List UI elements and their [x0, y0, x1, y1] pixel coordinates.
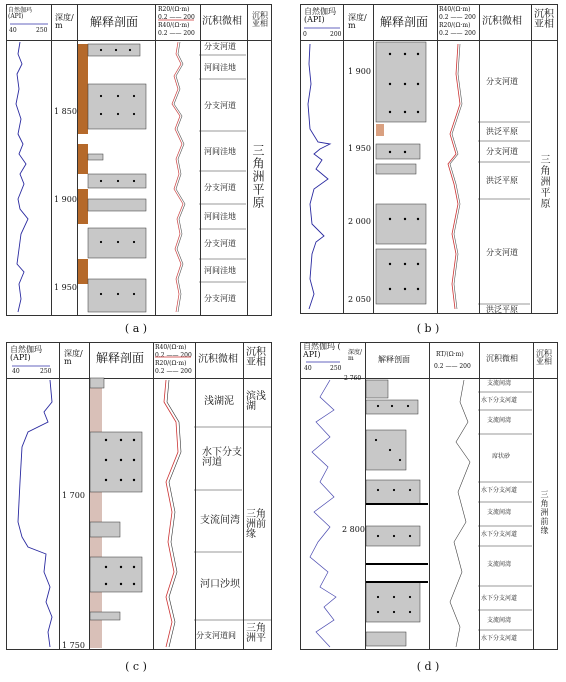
- res-title-1: R20/(Ω·m): [158, 6, 190, 13]
- subfacies-label: 三角 洲平: [246, 623, 266, 644]
- facies-label: 水下分支河道: [481, 397, 518, 404]
- facies-label: 洪泛平原: [486, 176, 518, 185]
- res-scale-1: 0.2 —— 200: [158, 14, 195, 21]
- depth-label: 1 900: [348, 67, 371, 76]
- res-title-1: RT/(Ω·m): [436, 351, 464, 358]
- facies-label: 河间洼地: [204, 266, 236, 275]
- facies-label: 洪泛平原: [486, 127, 518, 136]
- facies-label: 河口沙坝: [200, 579, 240, 590]
- gamma-title: 自然伽玛 (API): [304, 7, 336, 24]
- res-title-2: R20/(Ω·m): [439, 22, 471, 29]
- gamma-scale-min: 40: [9, 27, 17, 34]
- gamma-curve: [308, 44, 330, 309]
- gamma-curve: [310, 380, 336, 647]
- res-scale-1: 0.2 —— 200: [439, 14, 476, 21]
- depth-title: 深度/ m: [348, 13, 367, 30]
- section-title: 解释剖面: [96, 351, 145, 365]
- panel-a-caption: ( a ): [124, 322, 148, 335]
- section-title: 解释剖面: [380, 15, 429, 29]
- res-title-1: R40/(Ω·m): [155, 344, 187, 351]
- panel-c-logs: [6, 342, 272, 650]
- resistivity-curve-1: [164, 380, 178, 647]
- res-scale-1: 0.2 —— 200: [155, 352, 192, 359]
- facies-label: 分支河道: [204, 183, 236, 192]
- depth-label: 1 900: [54, 195, 77, 204]
- subfacies-title: 沉积 亚相: [536, 349, 552, 366]
- micro-title: 沉积微相: [198, 354, 238, 365]
- depth-label: 1 850: [54, 107, 77, 116]
- gamma-scale-min: 0: [303, 31, 307, 38]
- gamma-title: 自然伽玛 (API): [10, 345, 42, 362]
- depth-label: 2 800: [342, 525, 365, 534]
- facies-label: 支流间湾: [487, 380, 512, 387]
- facies-label: 支流间湾: [487, 617, 512, 624]
- facies-label: 水下分支河道: [481, 635, 518, 642]
- facies-label: 河间洼地: [204, 212, 236, 221]
- subfacies-title: 沉积 亚相: [246, 347, 266, 368]
- panel-b: [300, 4, 558, 314]
- depth-label: 1 950: [54, 283, 77, 292]
- facies-label: 水下分支河道: [481, 595, 518, 602]
- gamma-scale-max: 200: [330, 31, 342, 38]
- facies-label: 分支河道: [204, 101, 236, 110]
- micro-title: 沉积微相: [486, 354, 518, 363]
- panel-d: [300, 342, 558, 650]
- facies-label: 分支河道: [486, 248, 518, 257]
- resistivity-curve-1: [172, 42, 183, 312]
- section-title: 解释剖面: [90, 15, 139, 29]
- gamma-scale-min: 40: [304, 365, 312, 372]
- depth-label: 1 700: [62, 491, 85, 500]
- subfacies-label: 滨浅 湖: [246, 391, 266, 412]
- resistivity-curve-2: [167, 380, 181, 647]
- panel-b-logs: [300, 4, 558, 314]
- facies-label: 分支河道: [486, 77, 518, 86]
- facies-label: 分支河道: [204, 42, 236, 51]
- gamma-scale-min: 40: [12, 368, 20, 375]
- facies-label: 支流间湾: [487, 509, 512, 516]
- depth-label: 2 000: [348, 217, 371, 226]
- res-scale-2: 0.2 —— 200: [439, 30, 476, 37]
- section-title: 解释剖面: [378, 355, 410, 364]
- facies-label: 分支河道: [204, 239, 236, 248]
- panel-d-logs: [300, 342, 558, 650]
- depth-label: 1 950: [348, 144, 371, 153]
- gamma-curve: [18, 380, 52, 647]
- facies-label: 洪泛平原: [486, 305, 518, 314]
- facies-label: 席状砂: [492, 453, 511, 460]
- res-title-1: R40/(Ω·m): [439, 6, 471, 13]
- res-scale-2: 0.2 —— 200: [158, 30, 195, 37]
- depth-label: 1 750: [62, 641, 85, 650]
- micro-title: 沉积微相: [482, 16, 522, 27]
- gamma-title: 自然伽玛 (API): [8, 7, 33, 20]
- facies-label: 水下分支 河道: [202, 447, 242, 468]
- facies-label: 分支河道: [486, 147, 518, 156]
- facies-label: 支流间湾: [200, 515, 240, 526]
- facies-label: 水下分支河道: [481, 531, 518, 538]
- gamma-scale-max: 250: [36, 27, 48, 34]
- subfacies-label: 三角洲前缘: [540, 490, 549, 535]
- gamma-scale-max: 250: [330, 365, 342, 372]
- depth-title: 深度/ m: [55, 13, 74, 30]
- facies-label: 支流间湾: [487, 417, 512, 424]
- res-title-2: R20/(Ω·m): [155, 360, 187, 367]
- subfacies-label: 三角 洲前 缘: [246, 509, 266, 540]
- resistivity-curve: [450, 380, 470, 647]
- gamma-title: 自然伽玛 ( API): [303, 342, 341, 359]
- subfacies-title: 沉积 亚相: [252, 11, 268, 28]
- depth-label: 2 760: [344, 375, 362, 382]
- res-title-2: R40/(Ω·m): [158, 22, 190, 29]
- subfacies-label: 三角洲平原: [251, 144, 265, 209]
- depth-title: 深度/ m: [64, 349, 83, 366]
- res-scale-1: 0.2 —— 200: [434, 363, 471, 370]
- facies-label: 河间洼地: [204, 63, 236, 72]
- facies-label: 支流间湾: [487, 561, 512, 568]
- subfacies-label: 三角洲平原: [538, 154, 549, 209]
- facies-label: 水下分支河道: [481, 487, 518, 494]
- facies-label: 浅湖泥: [204, 396, 234, 407]
- panel-d-caption: ( d ): [416, 660, 440, 673]
- gamma-curve: [16, 42, 28, 312]
- depth-label: 2 050: [348, 295, 371, 304]
- depth-title: 深度/ m: [348, 349, 363, 362]
- gamma-scale-max: 250: [40, 368, 52, 375]
- subfacies-title: 沉积 亚相: [534, 9, 554, 30]
- res-scale-2: 0.2 —— 200: [155, 368, 192, 375]
- facies-label: 分支河道间: [196, 631, 236, 640]
- panel-a: [6, 4, 272, 316]
- facies-label: 分支河道: [204, 294, 236, 303]
- facies-label: 河间洼地: [204, 147, 236, 156]
- micro-title: 沉积微相: [202, 16, 242, 27]
- panel-c-caption: ( c ): [125, 660, 147, 673]
- panel-b-caption: ( b ): [416, 322, 440, 335]
- panel-c: [6, 342, 272, 650]
